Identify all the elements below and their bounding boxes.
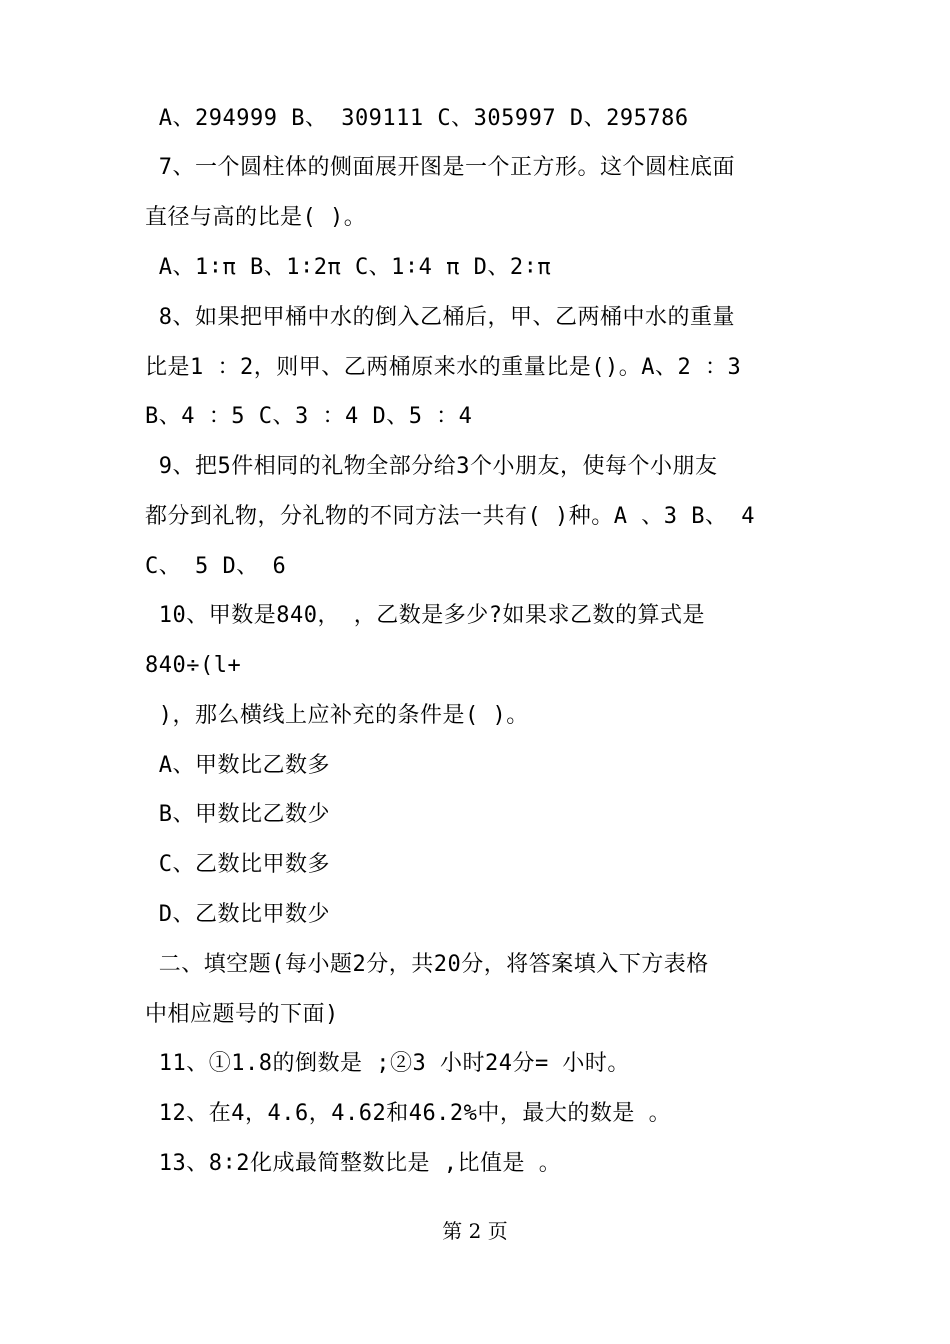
text-line-q8: 8、如果把甲桶中水的倒入乙桶后，甲、乙两桶中水的重量	[145, 305, 735, 330]
section-heading-cont: 中相应题号的下面)	[145, 1002, 339, 1027]
text-line-q10-cont: )，那么横线上应补充的条件是( )。	[145, 703, 529, 728]
text-line-option-d: D、乙数比甲数少	[145, 902, 330, 927]
text-line-option-b: B、甲数比乙数少	[145, 802, 330, 827]
text-line-q13: 13、8∶2化成最简整数比是 ,比值是 。	[145, 1151, 562, 1176]
text-line-options-q9: C、 5 D、 6	[145, 554, 287, 579]
text-line-q7: 7、一个圆柱体的侧面展开图是一个正方形。这个圆柱底面	[145, 155, 735, 180]
text-line-option-a: A、甲数比乙数多	[145, 753, 330, 778]
text-line-options-q7: A、1∶π B、1∶2π C、1∶4 π D、2∶π	[145, 255, 552, 280]
text-line-options-q6: A、294999 B、 309111 C、305997 D、295786	[145, 106, 689, 131]
text-line-q10-formula: 840÷(l+	[145, 653, 242, 678]
page-number-footer: 第 2 页	[442, 1219, 508, 1243]
text-line-q7-cont: 直径与高的比是( )。	[145, 205, 367, 230]
text-line-q8-cont: 比是1 ：2，则甲、乙两桶原来水的重量比是()。A、2 ：3	[145, 355, 742, 380]
section-heading-fill-blank: 二、填空题(每小题2分，共20分，将答案填入下方表格	[145, 952, 709, 977]
text-line-q10: 10、甲数是840， ，乙数是多少?如果求乙数的算式是	[145, 603, 705, 628]
text-line-q12: 12、在4，4.6，4.62和46.2%中，最大的数是 。	[145, 1101, 672, 1126]
text-line-option-c: C、乙数比甲数多	[145, 852, 330, 877]
text-line-options-q8: B、4 ：5 C、3 ：4 D、5 ：4	[145, 404, 473, 429]
text-line-q11: 11、①1.8的倒数是 ;②3 小时24分= 小时。	[145, 1051, 630, 1076]
text-line-q9: 9、把5件相同的礼物全部分给3个小朋友，使每个小朋友	[145, 454, 718, 479]
text-line-q9-cont: 都分到礼物，分礼物的不同方法一共有( )种。A 、3 B、 4	[145, 504, 755, 529]
